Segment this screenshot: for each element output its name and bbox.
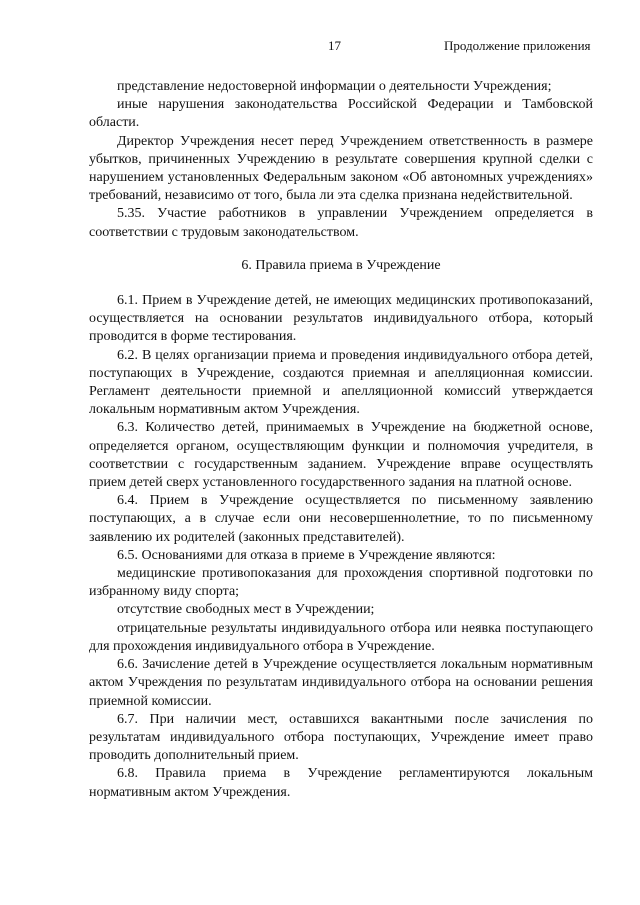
paragraph: иные нарушения законодательства Российской Федерации и Тамбовской области.: [89, 97, 593, 131]
paragraph: 6.3. Количество детей, принимаемых в Учреждение на бюджетной основе, определяется органом, осуществляющим функции и полномочия учредителя, в соответствии с государственным заданием. Учреждение вправе осуществлять прием детей сверх установленного государственного задания на платной основе.: [89, 420, 593, 491]
paragraph: 6.8. Правила приема в Учреждение регламентируются локальным нормативным актом Учреждения.: [89, 766, 593, 800]
paragraph: 5.35. Участие работников в управлении Учреждением определяется в соответствии с трудовым законодательством.: [89, 206, 593, 240]
section-title: 6. Правила приема в Учреждение: [241, 257, 441, 273]
list-item: медицинские противопоказания для прохождения спортивной подготовки по избранному виду спорта;: [89, 566, 593, 600]
paragraph: представление недостоверной информации о деятельности Учреждения;: [117, 79, 552, 94]
paragraph: Директор Учреждения несет перед Учреждением ответственность в размере убытков, причиненных Учреждению в результате совершения крупной сделки с нарушением установленных Федеральным законом «Об автономных учреждениях» требований, независимо от того, была ли эта сделка признана недействительной.: [89, 133, 593, 204]
paragraph: 6.7. При наличии мест, оставшихся вакантными после зачисления по результатам индивидуального отбора поступающих, Учреждение имеет право проводить дополнительный прием.: [89, 711, 593, 764]
paragraph: 6.2. В целях организации приема и проведения индивидуального отбора детей, поступающих в Учреждение, создаются приемная и апелляционная комиссии. Регламент деятельности приемной и апелляционной комиссий утверждается локальным нормативным актом Учреждения.: [89, 347, 593, 418]
paragraph: 6.6. Зачисление детей в Учреждение осуществляется локальным нормативным актом Учреждения по результатам индивидуального отбора на основании решения приемной комиссии.: [89, 657, 593, 709]
list-item: отсутствие свободных мест в Учреждении;: [117, 602, 375, 618]
paragraph: 6.4. Прием в Учреждение осуществляется по письменному заявлению поступающих, а в случае если они несовершеннолетние, то по письменному заявлению их родителей (законных представителей).: [89, 493, 593, 545]
paragraph: 6.1. Прием в Учреждение детей, не имеющих медицинских противопоказаний, осуществляется на основании результатов индивидуального отбора, который проводится в форме тестирования.: [89, 293, 593, 345]
document-body: [89, 78, 593, 802]
list-item: отрицательные результаты индивидуального отбора или неявка поступающего для прохождения индивидуального отбора в Учреждение.: [89, 620, 593, 654]
continuation-note: Продолжение приложения: [444, 38, 591, 53]
page-number: 17: [328, 38, 341, 53]
paragraph: 6.5. Основаниями для отказа в приеме в Учреждение являются:: [117, 547, 496, 563]
